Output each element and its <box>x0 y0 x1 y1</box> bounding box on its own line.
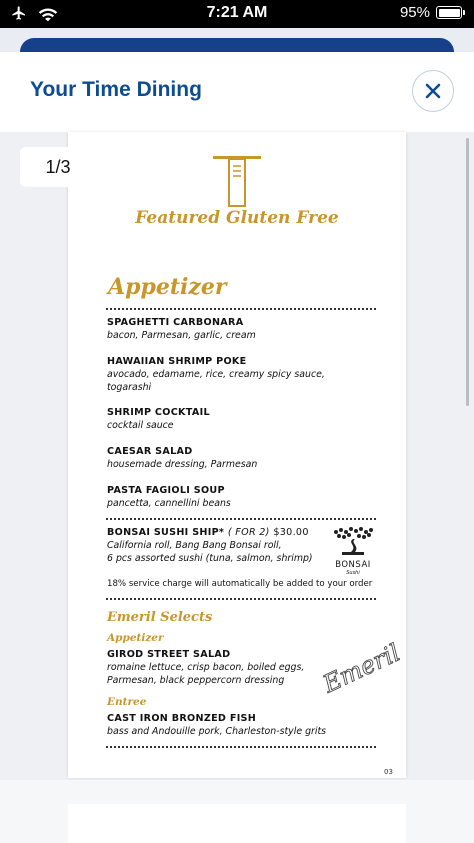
item-name: SPAGHETTI CARBONARA <box>107 317 244 328</box>
item-name: HAWAIIAN SHRIMP POKE <box>107 356 247 367</box>
menu-item <box>107 445 367 471</box>
page-title: Your Time Dining <box>30 78 202 101</box>
item-name <box>107 526 322 539</box>
item-desc: avocado, edamame, rice, creamy spicy sauce, <box>107 369 325 380</box>
bonsai-price: $30.00 <box>273 527 309 538</box>
status-time: 7:21 AM <box>206 4 268 21</box>
divider <box>106 518 376 520</box>
bonsai-logo <box>330 526 376 578</box>
bonsai-for2: ( FOR 2) <box>227 527 270 538</box>
item-desc: bass and Andouille pork, Charleston-style grits <box>107 726 327 737</box>
battery-percent: 95% <box>399 4 430 21</box>
bonsai-tree-icon <box>330 526 376 556</box>
item-desc: cocktail sauce <box>107 420 174 431</box>
menu-item <box>107 316 367 342</box>
divider <box>106 308 376 310</box>
featured-title: Featured Gluten Free <box>135 208 339 228</box>
item-name: CAESAR SALAD <box>107 446 193 457</box>
item-desc-line2: togarashi <box>107 382 152 393</box>
divider <box>106 746 376 748</box>
bonsai-name: BONSAI SUSHI SHIP* <box>107 527 225 538</box>
menu-item <box>107 648 307 687</box>
item-desc: romaine lettuce, crisp bacon, boiled eggs, <box>107 662 305 673</box>
menu-viewer[interactable] <box>0 132 474 843</box>
scrollbar-thumb[interactable] <box>466 138 469 406</box>
menu-item <box>107 712 367 738</box>
menu-item <box>107 406 367 432</box>
bonsai-sushi-item <box>107 526 322 565</box>
sheet-header <box>0 52 474 132</box>
divider <box>106 598 376 600</box>
dining-menu-sheet <box>0 52 474 843</box>
item-desc-line2: Parmesan, black peppercorn dressing <box>107 675 285 686</box>
close-icon <box>425 83 441 99</box>
item-desc: California roll, Bang Bang Bonsai roll, <box>107 540 282 551</box>
item-desc-line2: 6 pcs assorted sushi (tuna, salmon, shrimp) <box>107 553 313 564</box>
page-counter: 1/3 <box>20 147 96 187</box>
bonsai-logo-sub: Sushi <box>346 570 360 576</box>
svg-text:Emeril: Emeril <box>318 638 405 699</box>
item-desc: pancetta, cannellini beans <box>107 498 231 509</box>
bonsai-logo-text: BONSAI <box>335 560 371 570</box>
emeril-entree-title: Entree <box>107 696 147 708</box>
item-name: PASTA FAGIOLI SOUP <box>107 485 225 496</box>
item-name: GIROD STREET SALAD <box>107 649 231 660</box>
emeril-signature-icon <box>318 628 405 699</box>
item-name: CAST IRON BRONZED FISH <box>107 713 257 724</box>
menu-page-number: 03 <box>384 768 393 776</box>
menu-page <box>68 132 406 778</box>
status-bar <box>0 0 474 28</box>
battery-icon <box>436 6 462 19</box>
menu-item <box>107 355 367 394</box>
service-charge-note: 18% service charge will automatically be added to your order <box>107 579 373 589</box>
emeril-appetizer-title: Appetizer <box>107 632 164 644</box>
next-page-peek <box>68 804 406 843</box>
section-title-appetizer: Appetizer <box>108 274 227 300</box>
item-name: SHRIMP COCKTAIL <box>107 407 210 418</box>
menu-item <box>107 484 367 510</box>
close-button[interactable] <box>412 70 454 112</box>
item-desc: bacon, Parmesan, garlic, cream <box>107 330 256 341</box>
item-desc: housemade dressing, Parmesan <box>107 459 258 470</box>
menu-logo-icon <box>211 154 263 208</box>
emeril-selects-title: Emeril Selects <box>107 610 213 625</box>
